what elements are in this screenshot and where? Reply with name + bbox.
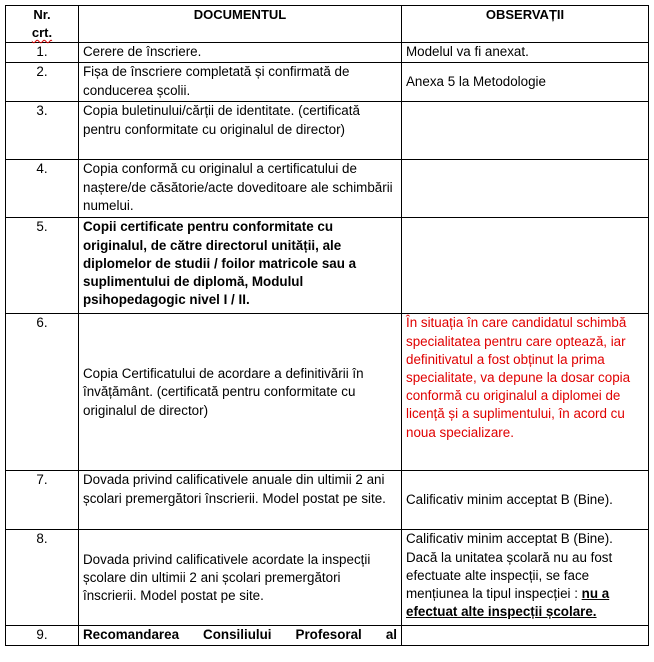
- row-document: Recomandarea Consiliului Profesoral al: [79, 626, 402, 646]
- header-document: DOCUMENTUL: [79, 6, 402, 43]
- row-number: 7.: [6, 471, 79, 530]
- row-observation: Anexa 5 la Metodologie: [402, 63, 649, 102]
- row-observation: [402, 160, 649, 218]
- row-observation-text: Calificativ minim acceptat B (Bine). Dacă la unitatea școlară nu au fost efectuate alte inspecții, se face mențiunea la tipul inspecției :: [406, 531, 613, 602]
- header-observatii: OBSERVAȚII: [402, 6, 649, 43]
- row-document: Fișa de înscriere completată și confirmată de conducerea școlii.: [79, 63, 402, 102]
- row-observation: Calificativ minim acceptat B (Bine).: [402, 471, 649, 530]
- row-document: Cerere de înscriere.: [79, 43, 402, 63]
- row-document: Copia Certificatului de acordare a definitivării în învățământ. (certificată pentru conformitate cu originalul de director): [79, 314, 402, 471]
- row-number: 8.: [6, 530, 79, 626]
- table-row: [6, 102, 649, 160]
- header-nr: Nr. crt.: [6, 6, 79, 43]
- table-row: [6, 160, 649, 218]
- table-row: [6, 626, 649, 646]
- row-document: Copii certificate pentru conformitate cu originalul, de către directorul unității, ale diplomelor de studii / foilor matricole sau a suplimentului de diplomă, Modulul psihopedagogic nivel I / II.: [79, 218, 402, 314]
- row-number: 4.: [6, 160, 79, 218]
- documents-table: [5, 5, 649, 646]
- row-number: 2.: [6, 63, 79, 102]
- table-row: [6, 314, 649, 471]
- row-document: Dovada privind calificativele anuale din ultimii 2 ani școlari premergători înscrierii. Model postat pe site.: [79, 471, 402, 530]
- row-number: 6.: [6, 314, 79, 471]
- table-row: [6, 471, 649, 530]
- row-document: Dovada privind calificativele acordate la inspecții școlare din ultimii 2 ani școlari premergători înscrierii. Model postat pe site.: [79, 530, 402, 626]
- table-row: [6, 43, 649, 63]
- table-row: [6, 63, 649, 102]
- row-observation: [402, 102, 649, 160]
- row-observation: [402, 530, 649, 626]
- row-observation-emphasis: nu a efectuat alte inspecții școlare.: [406, 586, 610, 620]
- header-row: [6, 6, 649, 43]
- row-observation: Modelul va fi anexat.: [402, 43, 649, 63]
- row-document: Copia buletinului/cărții de identitate. (certificată pentru conformitate cu originalul de director): [79, 102, 402, 160]
- row-number: 3.: [6, 102, 79, 160]
- table-row: [6, 218, 649, 314]
- row-observation: În situația în care candidatul schimbă specialitatea pentru care optează, iar definitivatul a fost obținut la prima specialitate, va depune la dosar copia conformă cu originalul a diplomei de licență și a suplimentului, în acord cu noua specializare.: [402, 314, 649, 471]
- row-number: 1.: [6, 43, 79, 63]
- header-nr-crt: crt.: [31, 25, 53, 41]
- row-observation: [402, 626, 649, 646]
- row-number: 5.: [6, 218, 79, 314]
- row-number: 9.: [6, 626, 79, 646]
- row-observation: [402, 218, 649, 314]
- row-document: Copia conformă cu originalul a certificatului de naștere/de căsătorie/acte doveditoare ale schimbării numelui.: [79, 160, 402, 218]
- table-row: [6, 530, 649, 626]
